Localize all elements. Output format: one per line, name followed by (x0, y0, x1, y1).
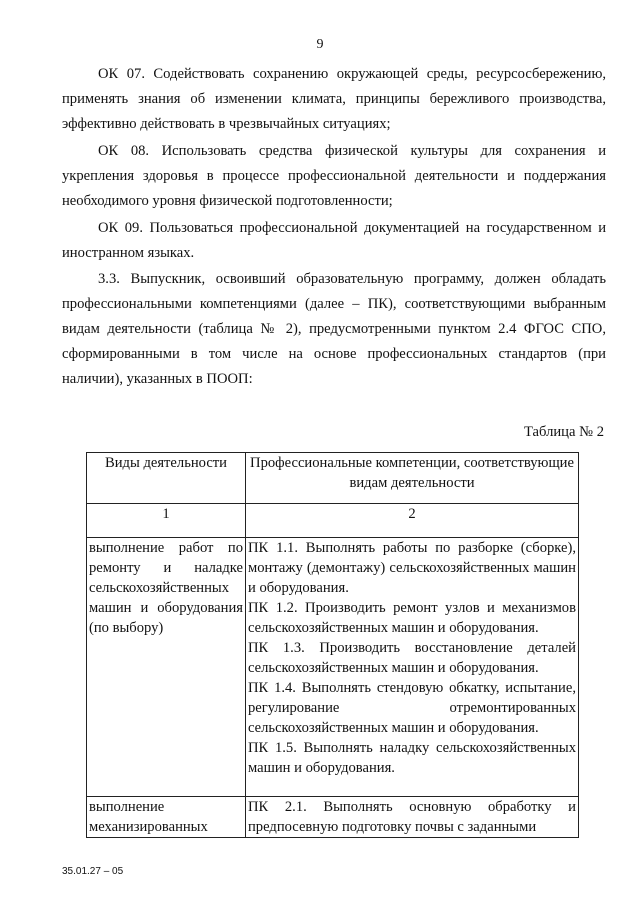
activity-cell: выполнение работ по ремонту и наладке сельскохозяйственных машин и оборудования (по выбору) (87, 538, 246, 797)
competency-item: ПК 1.1. Выполнять работы по разборке (сборке), монтажу (демонтажу) сельскохозяйственных машин и оборудования. (248, 540, 576, 596)
paragraph-ok08: ОК 08. Использовать средства физической культуры для сохранения и укрепления здоровья в процессе профессиональной деятельности и поддержания необходимого уровня физической подготовленности; (62, 143, 606, 209)
paragraph-3-3: 3.3. Выпускник, освоивший образовательную программу, должен обладать профессиональными компетенциями (далее – ПК), соответствующими выбранным видам деятельности (таблица № 2), предусмотренными пунктом 2.4 ФГОС СПО, сформированными в том числе на основе профессиональных стандартов (при наличии), указанных в ПООП: (62, 271, 606, 387)
column-number-2: 2 (246, 504, 579, 538)
competency-item: ПК 1.5. Выполнять наладку сельскохозяйственных машин и оборудования. (248, 740, 576, 776)
competency-item: ПК 2.1. Выполнять основную обработку и предпосевную подготовку почвы с заданными (248, 799, 576, 835)
competency-item: ПК 1.2. Производить ремонт узлов и механизмов сельскохозяйственных машин и оборудования. (248, 600, 576, 636)
competencies-cell (246, 797, 579, 838)
competency-item: ПК 1.4. Выполнять стендовую обкатку, испытание, регулирование отремонтированных сельскохозяйственных машин и оборудования. (248, 680, 576, 736)
table-row (87, 797, 579, 838)
competencies-cell (246, 538, 579, 797)
table-number-row (87, 504, 579, 538)
page-number: 9 (316, 37, 324, 52)
header-activity: Виды деятельности (87, 453, 246, 504)
column-number-1: 1 (87, 504, 246, 538)
header-competencies: Профессиональные компетенции, соответствующие видам деятельности (246, 453, 579, 504)
competencies-table (86, 452, 579, 838)
paragraph-ok07: ОК 07. Содействовать сохранению окружающей среды, ресурсосбережению, применять знания об изменении климата, принципы бережливого производства, эффективно действовать в чрезвычайных ситуациях; (62, 66, 606, 132)
footer-code: 35.01.27 – 05 (62, 866, 124, 877)
competency-item: ПК 1.3. Производить восстановление деталей сельскохозяйственных машин и оборудования. (248, 640, 576, 676)
paragraph-ok09: ОК 09. Пользоваться профессиональной документацией на государственном и иностранном языках. (62, 220, 606, 261)
table-row (87, 538, 579, 797)
table-label: Таблица № 2 (524, 424, 604, 440)
table-header-row (87, 453, 579, 504)
activity-cell: выполнение механизированных (87, 797, 246, 838)
